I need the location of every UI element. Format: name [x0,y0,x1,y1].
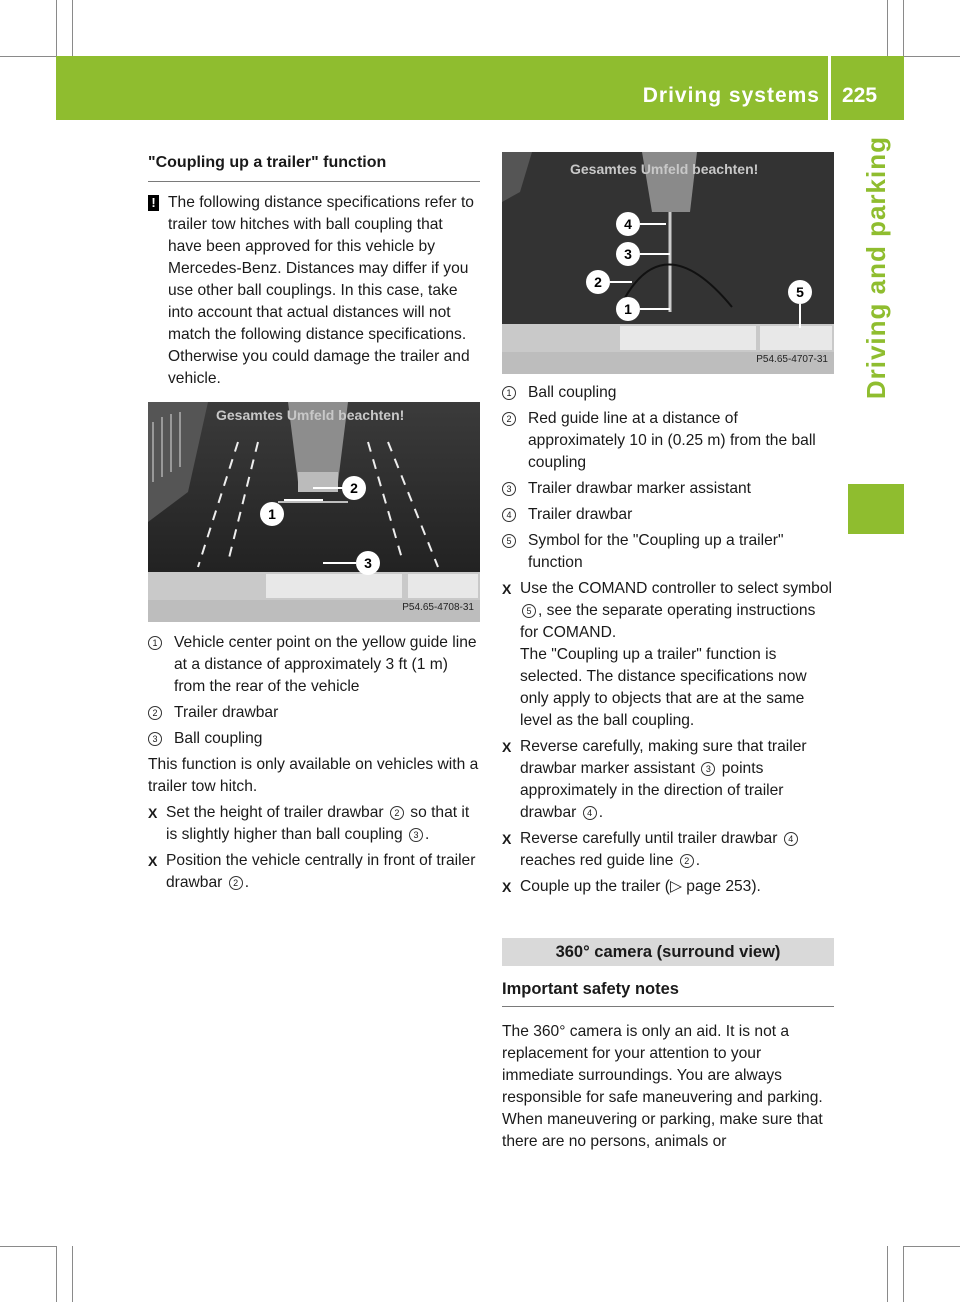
legend-number: 5 [502,534,516,548]
legend-list [148,632,480,750]
section-heading-shaded: 360° camera (surround view) [502,938,834,966]
crop-mark [903,1246,904,1302]
legend-number: 3 [502,482,516,496]
legend-number: 2 [502,412,516,426]
svg-text:1: 1 [624,301,632,317]
legend-item [148,632,480,698]
right-column [502,152,834,1157]
reference-number: 3 [409,828,423,842]
crop-mark [56,1246,57,1302]
reference-number: 5 [522,604,536,618]
svg-text:4: 4 [624,216,632,232]
step-item: X Use the COMAND controller to select symbol 5 , see the separate operating instructions for COMAND. The "Coupling up a trailer" function is selected. The distance specifications now only apply to objects that are at the same level as the ball coupling. [502,578,834,732]
legend-text: Trailer drawbar [174,704,279,721]
legend-item [502,382,834,404]
crop-mark [72,0,73,56]
subsection-title: Important safety notes [502,978,834,1007]
svg-text:3: 3 [364,555,372,571]
camera-view-graphic [148,402,480,622]
camera-view-graphic [502,152,834,374]
crop-mark [904,56,960,57]
legend-text: Red guide line at a distance of approximately 10 in (0.25 m) from the ball coupling [528,410,816,471]
legend-item [502,530,834,574]
image-code: P54.65-4708-31 [402,602,474,613]
crop-mark [0,1246,56,1247]
reference-number: 3 [701,762,715,776]
side-tab-marker [848,484,904,534]
step-arrow-icon: X [502,739,512,755]
svg-text:5: 5 [796,284,804,300]
legend-item [502,408,834,474]
legend-text: Vehicle center point on the yellow guide line at a distance of approximately 3 ft (1 m) from the rear of the vehicle [174,634,477,695]
warning-note [148,192,480,390]
crop-mark [904,1246,960,1247]
safety-text: The 360° camera is only an aid. It is not a replacement for your attention to your immediate surroundings. You are always responsible for safe maneuvering and parking. When maneuvering or parking, make sure that there are no persons, animals or [502,1023,823,1150]
svg-text:2: 2 [594,274,602,290]
legend-list [502,382,834,574]
step-arrow-icon: X [148,853,158,869]
legend-text: Ball coupling [528,384,617,401]
camera-image-right [502,152,834,374]
crop-mark [887,1246,888,1302]
crop-mark [903,0,904,56]
reference-number: 2 [680,854,694,868]
side-tab-label: Driving and parking [860,136,891,400]
exclamation-icon: ! [148,195,159,211]
crop-mark [72,1246,73,1302]
page-number: 225 [842,84,878,107]
chapter-title: Driving systems [642,84,820,107]
camera-overlay-text: Gesamtes Umfeld beachten! [570,161,759,177]
svg-text:1: 1 [268,506,276,522]
legend-number: 2 [148,706,162,720]
step-result: The "Coupling up a trailer" function is selected. The distance specifications now only apply to objects that are at the same level as the ball coupling. [520,646,807,729]
legend-text: Symbol for the "Coupling up a trailer" function [528,532,784,571]
step-item: X Reverse carefully, making sure that trailer drawbar marker assistant 3 points approximately in the direction of trailer drawbar 4 . [502,738,807,821]
reference-number: 4 [784,832,798,846]
image-code: P54.65-4707-31 [756,354,828,365]
crop-mark [0,56,56,57]
step-arrow-icon: X [502,581,512,597]
header-divider [828,56,831,120]
legend-item [148,728,480,750]
crop-mark [887,0,888,56]
reference-number: 4 [583,806,597,820]
legend-number: 3 [148,732,162,746]
camera-image-left [148,402,480,622]
legend-text: Trailer drawbar marker assistant [528,480,751,497]
left-column [148,152,480,898]
note-text: The following distance specifications refer to trailer tow hitches with ball coupling that have been approved for this vehicle by Mercedes-Benz. Distances may differ if you use other ball couplings. In this case, take into account that actual distances will not match the following distance specifications. Otherwise you could damage the trailer and vehicle. [168,194,474,387]
page-ref-arrow-icon: ▷ [669,878,682,895]
section-title: "Coupling up a trailer" function [148,152,480,182]
crop-mark [56,0,57,56]
legend-number: 4 [502,508,516,522]
body-text: This function is only available on vehicles with a trailer tow hitch. [148,756,479,795]
svg-text:3: 3 [624,246,632,262]
step-arrow-icon: X [502,831,512,847]
step-item: X Position the vehicle centrally in front of trailer drawbar 2 . [148,852,476,891]
legend-text: Ball coupling [174,730,263,747]
side-tab [848,136,904,476]
step-item: X Couple up the trailer (▷ page 253). [502,876,834,898]
step-arrow-icon: X [502,879,512,895]
legend-item [502,478,834,500]
legend-text: Trailer drawbar [528,506,633,523]
page-reference-link[interactable]: page 253). [686,878,761,895]
step-item: X Reverse carefully until trailer drawbar 4 reaches red guide line 2 . [502,828,834,872]
legend-item [148,702,480,724]
step-arrow-icon: X [148,805,158,821]
legend-number: 1 [502,386,516,400]
reference-number: 2 [229,876,243,890]
step-item: X Set the height of trailer drawbar 2 so that it is slightly higher than ball coupling 3 . [148,804,470,843]
legend-item [502,504,834,526]
legend-number: 1 [148,636,162,650]
svg-text:2: 2 [350,480,358,496]
reference-number: 2 [390,806,404,820]
camera-overlay-text: Gesamtes Umfeld beachten! [216,407,405,423]
